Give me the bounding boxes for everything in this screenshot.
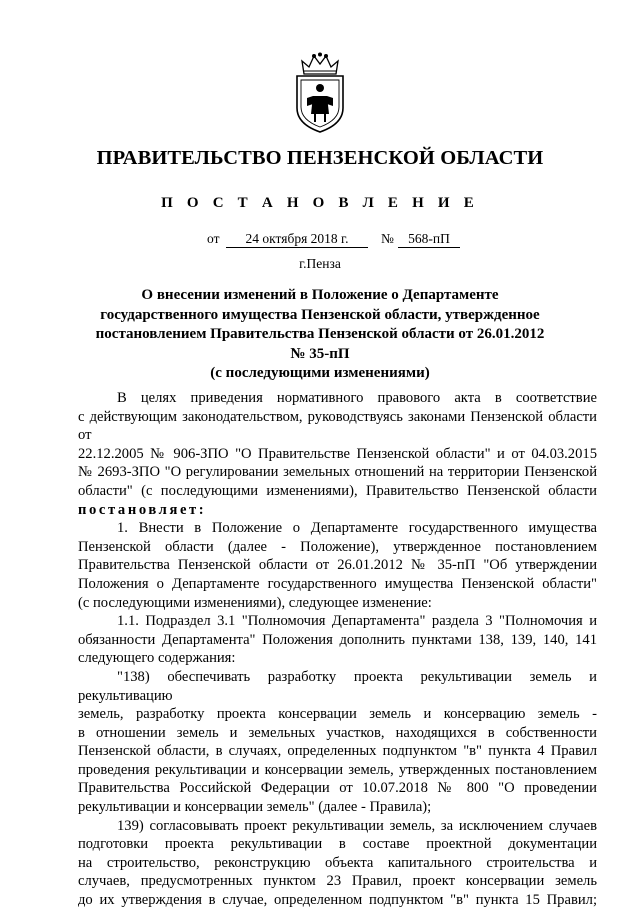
body-line: 1.1. Подраздел 3.1 "Полномочия Департамента" раздела 3 "Полномочия и <box>117 613 597 630</box>
body-line: проведения рекультивации и консервации земель, утвержденных постановлением <box>78 761 597 778</box>
body-line: земель, разработку проекта консервации земель и консервацию земель - <box>78 706 597 723</box>
body-line: 22.12.2005 № 906-ЗПО "О Правительстве Пензенской области" и от 04.03.2015 <box>78 445 597 462</box>
body-line: Пензенской области, в случаях, определенных подпунктом "в" пункта 4 Правил <box>78 743 597 760</box>
body-line: на строительство, реконструкцию объекта капитального строительства и <box>78 854 597 871</box>
body-line: "138) обеспечивать разработку проекта рекультивации земель и рекультивацию <box>78 668 597 704</box>
body-line: в отношении земель и земельных участков, находящихся в собственности <box>78 724 597 741</box>
document-city: г.Пенза <box>299 256 341 271</box>
document-body <box>78 389 597 910</box>
body-line: Правительства Российской Федерации от 10.07.2018 № 800 "О проведении <box>78 780 597 797</box>
body-line: Правительства Пензенской области от 26.01.2012 № 35-пП "Об утверждении <box>78 557 597 574</box>
subject-line: постановлением Правительства Пензенской области от 26.01.2012 № 35-пП <box>95 326 545 362</box>
body-line: подготовки проекта рекультивации в составе проектной документации <box>78 836 597 853</box>
body-line: Пензенской области (далее - Положение), утвержденное постановлением <box>78 538 597 555</box>
number-label: № <box>381 231 394 246</box>
document-subject <box>90 286 550 384</box>
body-line: рекультивации и консервации земель" (далее - Правила); <box>78 799 432 816</box>
resolves-word: постановляет: <box>78 501 207 518</box>
body-line: области" (с последующими изменениями), Правительство Пензенской области <box>78 482 597 499</box>
body-line: № 2693-ЗПО "О регулировании земельных отношений на территории Пензенской <box>78 464 597 481</box>
government-title: ПРАВИТЕЛЬСТВО ПЕНЗЕНСКОЙ ОБЛАСТИ <box>96 147 544 169</box>
document-type: П О С Т А Н О В Л Е Н И Е <box>161 195 479 211</box>
document-date: 24 октября 2018 г. <box>226 231 368 248</box>
body-line: 1. Внести в Положение о Департаменте государственного имущества <box>117 520 597 537</box>
subject-line: (с последующими изменениями) <box>210 365 430 381</box>
subject-line: государственного имущества Пензенской области, утвержденное <box>100 306 540 323</box>
body-line: следующего содержания: <box>78 650 236 667</box>
date-prefix: от <box>207 231 220 246</box>
coat-of-arms-icon <box>293 52 347 134</box>
date-number-line <box>0 231 640 251</box>
body-line: с действующим законодательством, руководствуясь законами Пензенской области от <box>78 408 597 444</box>
body-line: обязанности Департамента" Положения дополнить пунктами 138, 139, 140, 141 <box>78 631 597 648</box>
body-line: случаев, предусмотренных пунктом 23 Правил, проект консервации земель <box>78 873 597 890</box>
body-line: (с последующими изменениями), следующее изменение: <box>78 594 432 611</box>
body-line: 139) согласовывать проект рекультивации земель, за исключением случаев <box>117 817 597 834</box>
body-line: до их утверждения в случае, определенном подпунктом "в" пункта 15 Правил; <box>78 892 597 909</box>
document-number: 568-пП <box>398 231 460 248</box>
body-line: В целях приведения нормативного правового акта в соответствие <box>117 390 597 406</box>
subject-line: О внесении изменений в Положение о Департаменте <box>141 287 499 303</box>
body-line: Положения о Департаменте государственного имущества Пензенской области" <box>78 575 597 592</box>
